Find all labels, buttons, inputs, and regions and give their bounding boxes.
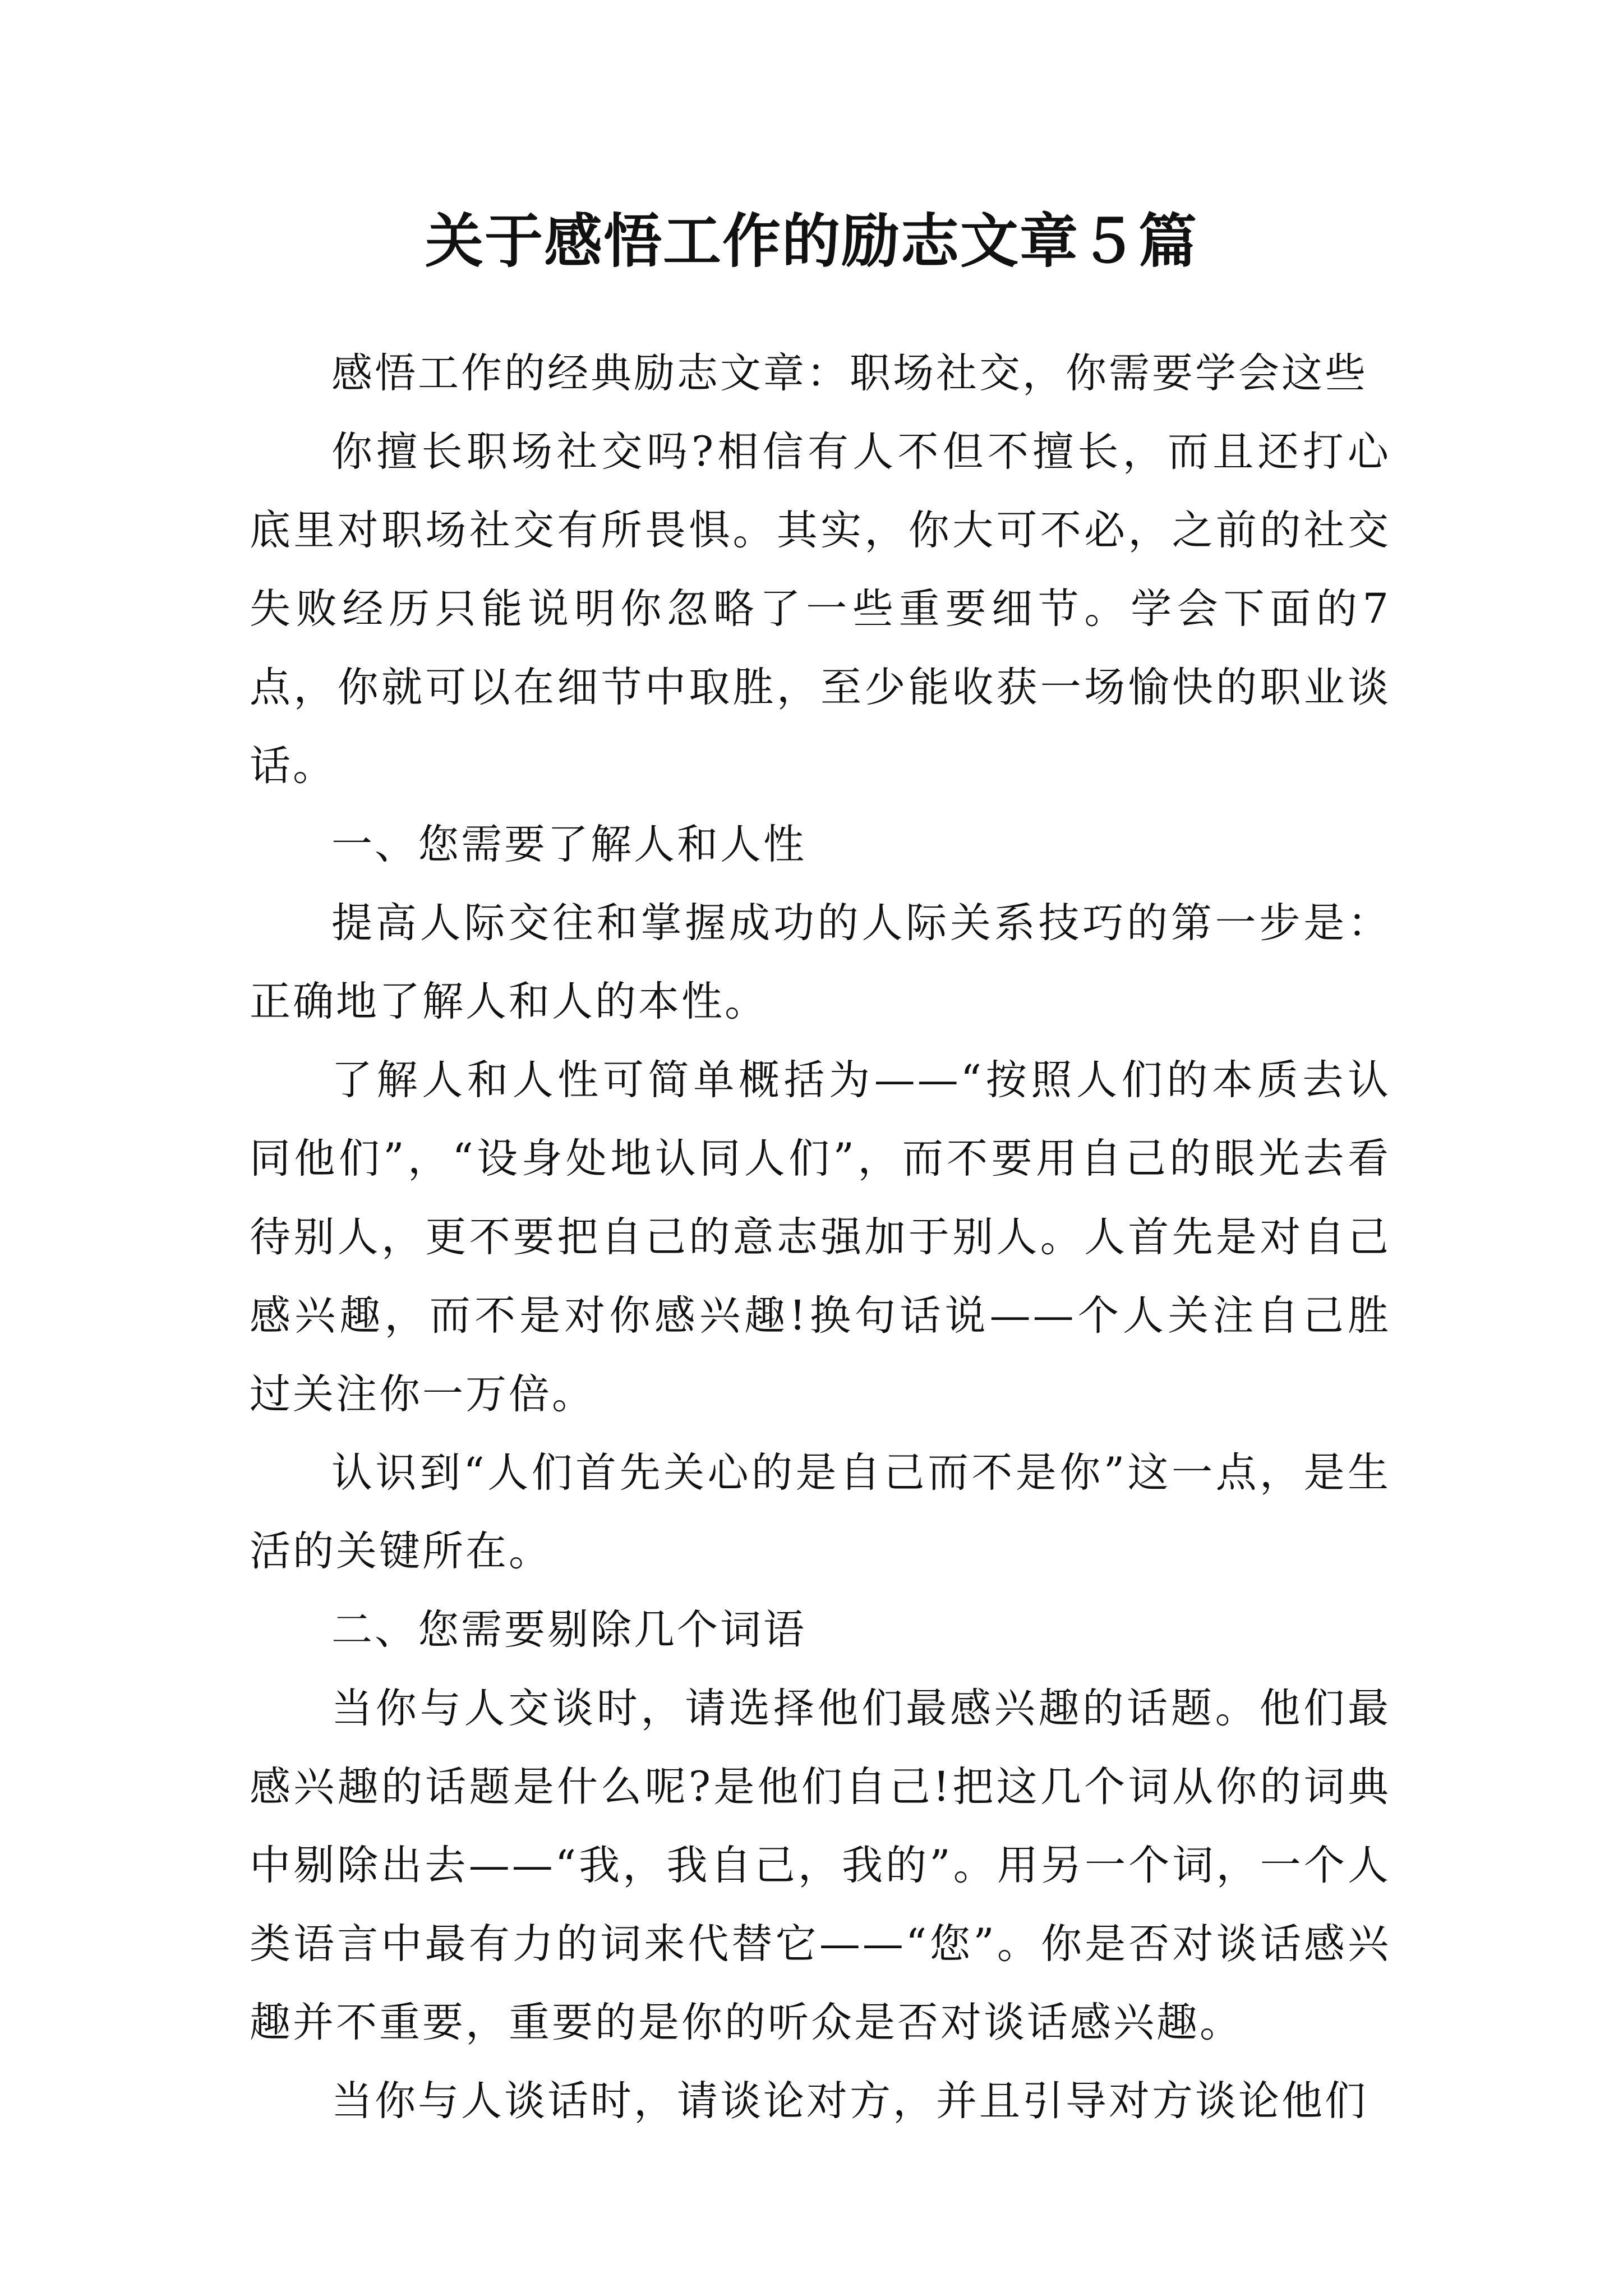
section-heading: 一、您需要了解人和人性 — [331, 821, 806, 868]
body-paragraph: 了解人和人性可简单概括为——“按照人们的本质去认同他们”，“设身处地认同人们”，而不要用自己的眼光去看待别人，更不要把自己的意志强加于别人。人首先是对自己感兴趣，而不是对你感兴趣!换句话说——个人关注自己胜过关注你一万倍。 — [250, 1056, 1391, 1418]
body-paragraph: 当你与人谈话时，请谈论对方，并且引导对方谈论他们 — [331, 2077, 1368, 2125]
body-paragraph: 你擅长职场社交吗?相信有人不但不擅长，而且还打心底里对职场社交有所畏惧。其实，你大可不必，之前的社交失败经历只能说明你忽略了一些重要细节。学会下面的7点，你就可以在细节中取胜，至少能收获一场愉快的职业谈话。 — [250, 428, 1391, 790]
body-paragraph: 提高人际交往和掌握成功的人际关系技巧的第一步是：正确地了解人和人的本性。 — [250, 899, 1391, 1025]
body-paragraph: 认识到“人们首先关心的是自己而不是你”这一点，是生活的关键所在。 — [250, 1449, 1391, 1575]
subheading-paragraph: 感悟工作的经典励志文章：职场社交，你需要学会这些 — [331, 349, 1368, 397]
body-paragraph: 当你与人交谈时，请选择他们最感兴趣的话题。他们最感兴趣的话题是什么呢?是他们自己!把这几个词从你的词典中剔除出去——“我，我自己，我的”。用另一个词，一个人类语言中最有力的词来代替它——“您”。你是否对谈话感兴趣并不重要，重要的是你的听众是否对谈话感兴趣。 — [250, 1685, 1391, 2046]
document-title: 关于感悟工作的励志文章５篇 — [425, 206, 1198, 275]
section-heading: 二、您需要剔除几个词语 — [331, 1606, 806, 1654]
document-body — [250, 334, 1391, 2141]
